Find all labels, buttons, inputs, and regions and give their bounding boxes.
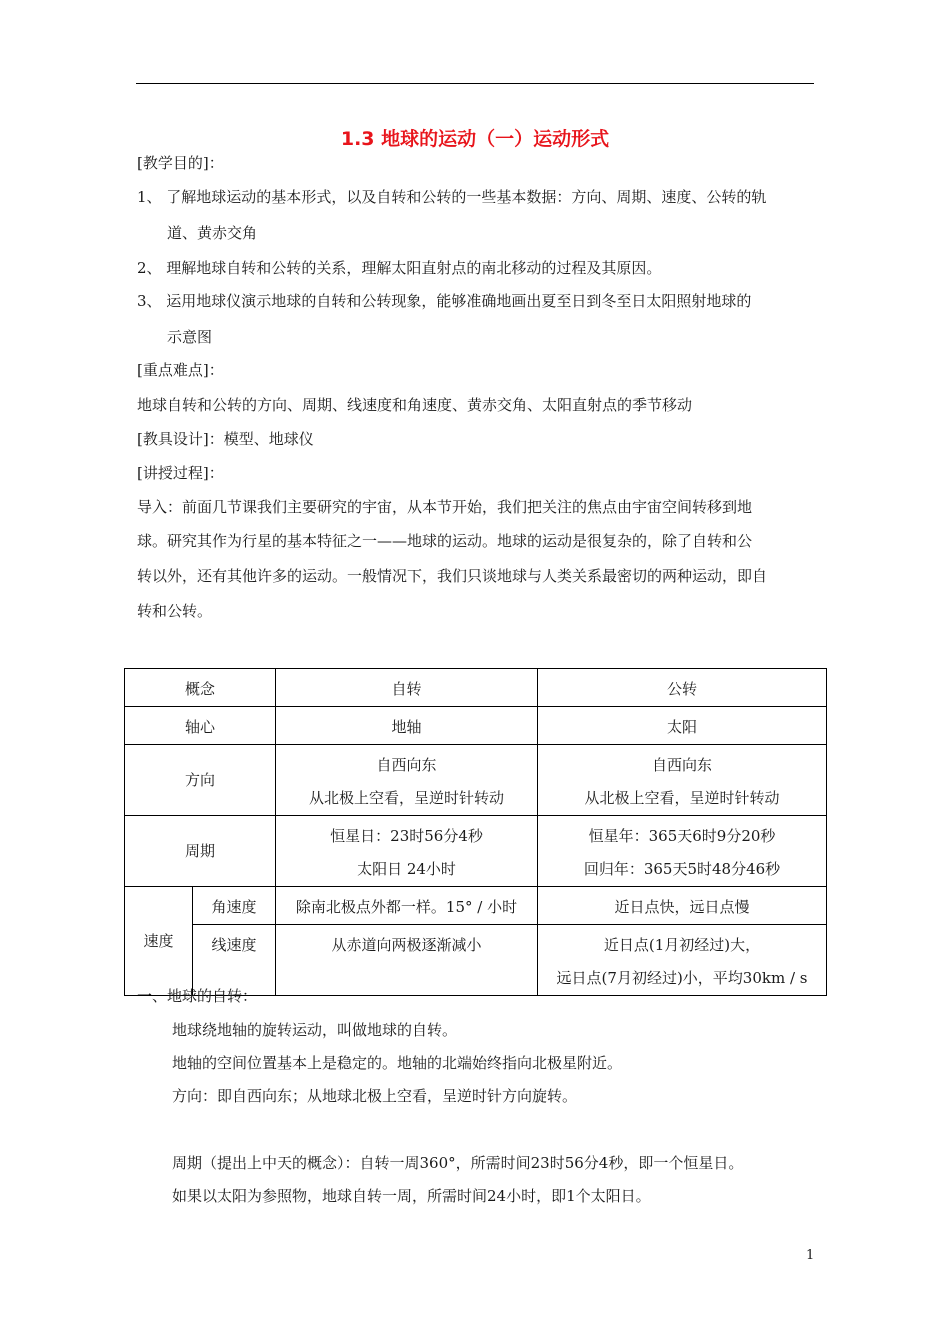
table-cell xyxy=(276,745,538,816)
table-row xyxy=(125,887,827,925)
table-cell xyxy=(538,816,827,887)
cell-line: 恒星年：365天6时9分20秒 xyxy=(588,827,776,845)
cell-line: 从北极上空看，呈逆时针转动 xyxy=(309,789,505,807)
table-cell xyxy=(276,816,538,887)
cell-line: 从北极上空看，呈逆时针转动 xyxy=(584,789,780,807)
body-line: 地轴的空间位置基本上是稳定的。地轴的北端始终指向北极星附近。 xyxy=(172,1054,623,1072)
table-cell: 从赤道向两极逐渐减小 xyxy=(276,925,538,996)
cell-line: 恒星日：23时56分4秒 xyxy=(330,827,483,845)
table-cell: 轴心 xyxy=(125,707,276,745)
motion-comparison-table xyxy=(124,668,827,996)
cell-line: 近日点(1月初经过)大， xyxy=(603,936,761,954)
intro-line: 转和公转。 xyxy=(137,602,213,620)
objective-line: 3、 运用地球仪演示地球的自转和公转现象，能够准确地画出夏至日到冬至日太阳照射地球的 xyxy=(137,292,752,310)
table-cell: 太阳 xyxy=(538,707,827,745)
cell-line: 远日点(7月初经过)小，平均30km / s xyxy=(556,969,808,987)
header-rule xyxy=(136,83,814,84)
table-cell xyxy=(538,925,827,996)
table-row xyxy=(125,745,827,816)
table-header-cell: 概念 xyxy=(125,669,276,707)
body-line: 地球绕地轴的旋转运动，叫做地球的自转。 xyxy=(172,1021,458,1039)
objectives-heading: [教学目的]： xyxy=(137,154,224,172)
body-line: 如果以太阳为参照物，地球自转一周，所需时间24小时，即1个太阳日。 xyxy=(172,1187,651,1205)
document-title: 1.3 地球的运动（一）运动形式 xyxy=(340,128,610,150)
cell-line: 太阳日 24小时 xyxy=(357,860,456,878)
intro-line: 导入：前面几节课我们主要研究的宇宙，从本节开始，我们把关注的焦点由宇宙空间转移到地 xyxy=(137,498,753,516)
table-cell: 除南北极点外都一样。15° / 小时 xyxy=(276,887,538,925)
table-cell: 速度 xyxy=(125,887,193,996)
intro-line: 转以外，还有其他许多的运动。一般情况下，我们只谈地球与人类关系最密切的两种运动，即自 xyxy=(137,567,768,585)
cell-line: 自西向东 xyxy=(376,756,437,774)
table-header-cell: 公转 xyxy=(538,669,827,707)
table-cell: 线速度 xyxy=(193,925,276,996)
body-line: 方向：即自西向东；从地球北极上空看，呈逆时针方向旋转。 xyxy=(172,1087,578,1105)
table-cell: 角速度 xyxy=(193,887,276,925)
objective-line: 道、黄赤交角 xyxy=(167,224,258,242)
table-cell: 方向 xyxy=(125,745,276,816)
page-number: 1 xyxy=(806,1248,815,1263)
cell-line: 自西向东 xyxy=(652,756,713,774)
table-cell xyxy=(538,745,827,816)
tools-line: [教具设计]：模型、地球仪 xyxy=(137,430,314,448)
section-heading: 一、地球的自转： xyxy=(137,987,258,1005)
table-cell: 近日点快，远日点慢 xyxy=(538,887,827,925)
objective-line: 2、 理解地球自转和公转的关系，理解太阳直射点的南北移动的过程及其原因。 xyxy=(137,259,662,277)
objective-line: 示意图 xyxy=(167,328,213,346)
body-line: 周期（提出上中天的概念）：自转一周360°，所需时间23时56分4秒，即一个恒星日。 xyxy=(172,1154,744,1172)
cell-line: 回归年：365天5时48分46秒 xyxy=(583,860,781,878)
table-header-cell: 自转 xyxy=(276,669,538,707)
table-row xyxy=(125,669,827,707)
key-points-text: 地球自转和公转的方向、周期、线速度和角速度、黄赤交角、太阳直射点的季节移动 xyxy=(137,396,693,414)
objective-line: 1、 了解地球运动的基本形式，以及自转和公转的一些基本数据：方向、周期、速度、公转的轨 xyxy=(137,188,767,206)
table-cell: 地轴 xyxy=(276,707,538,745)
process-heading: [讲授过程]： xyxy=(137,464,224,482)
table-cell: 周期 xyxy=(125,816,276,887)
table-row xyxy=(125,816,827,887)
key-points-heading: [重点难点]： xyxy=(137,361,224,379)
intro-line: 球。研究其作为行星的基本特征之一——地球的运动。地球的运动是很复杂的，除了自转和公 xyxy=(137,532,753,550)
table-row xyxy=(125,707,827,745)
